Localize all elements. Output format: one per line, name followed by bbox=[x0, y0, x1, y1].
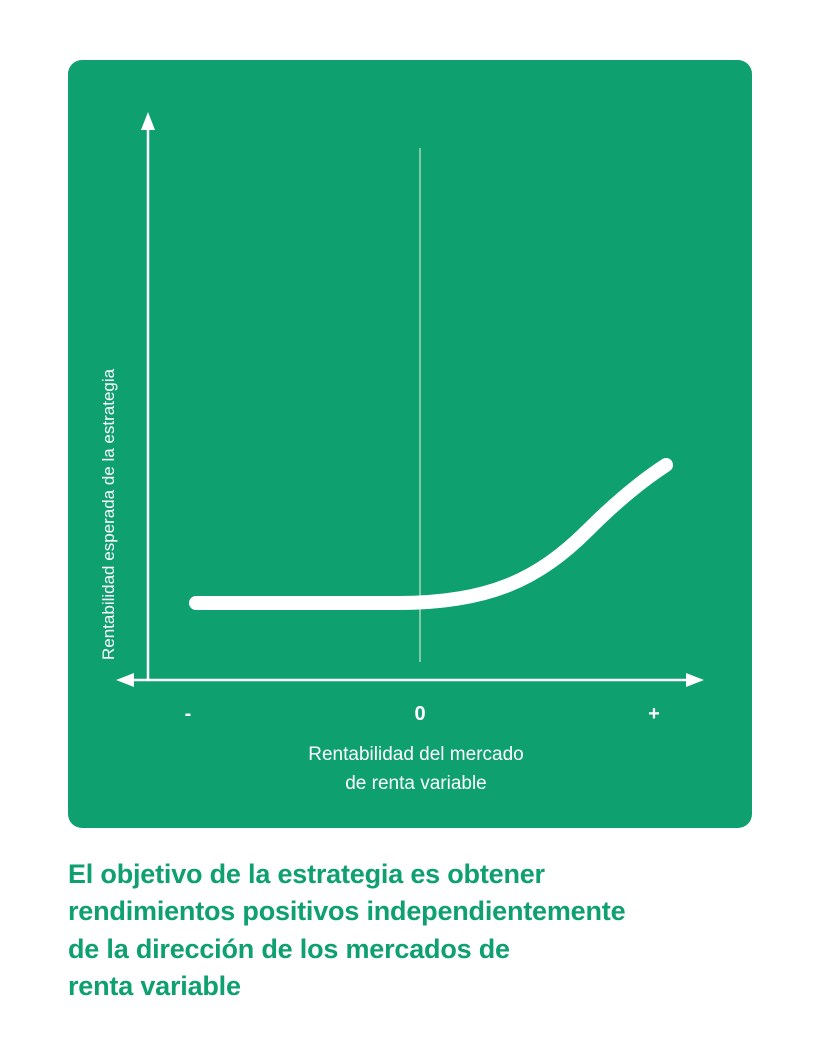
caption-line-3: de la dirección de los mercados de bbox=[68, 933, 510, 964]
strategy-return-chart bbox=[68, 60, 752, 828]
x-tick-plus: + bbox=[648, 703, 660, 725]
caption bbox=[68, 856, 792, 1005]
x-tick-zero: 0 bbox=[414, 703, 426, 725]
x-tick-minus: - bbox=[184, 703, 192, 725]
chart-card bbox=[68, 60, 752, 828]
caption-line-4: renta variable bbox=[68, 970, 241, 1001]
y-axis bbox=[141, 112, 155, 680]
caption-line-1: El objetivo de la estrategia es obtener bbox=[68, 859, 545, 889]
x-axis-label-line-2: de renta variable bbox=[345, 773, 487, 794]
x-axis bbox=[116, 673, 704, 687]
x-axis-label-line-1: Rentabilidad del mercado bbox=[308, 744, 524, 765]
y-axis-label: Rentabilidad esperada de la estrategia bbox=[99, 368, 118, 660]
strategy-return-curve bbox=[196, 465, 666, 603]
caption-line-2: rendimientos positivos independientemente bbox=[68, 896, 626, 927]
